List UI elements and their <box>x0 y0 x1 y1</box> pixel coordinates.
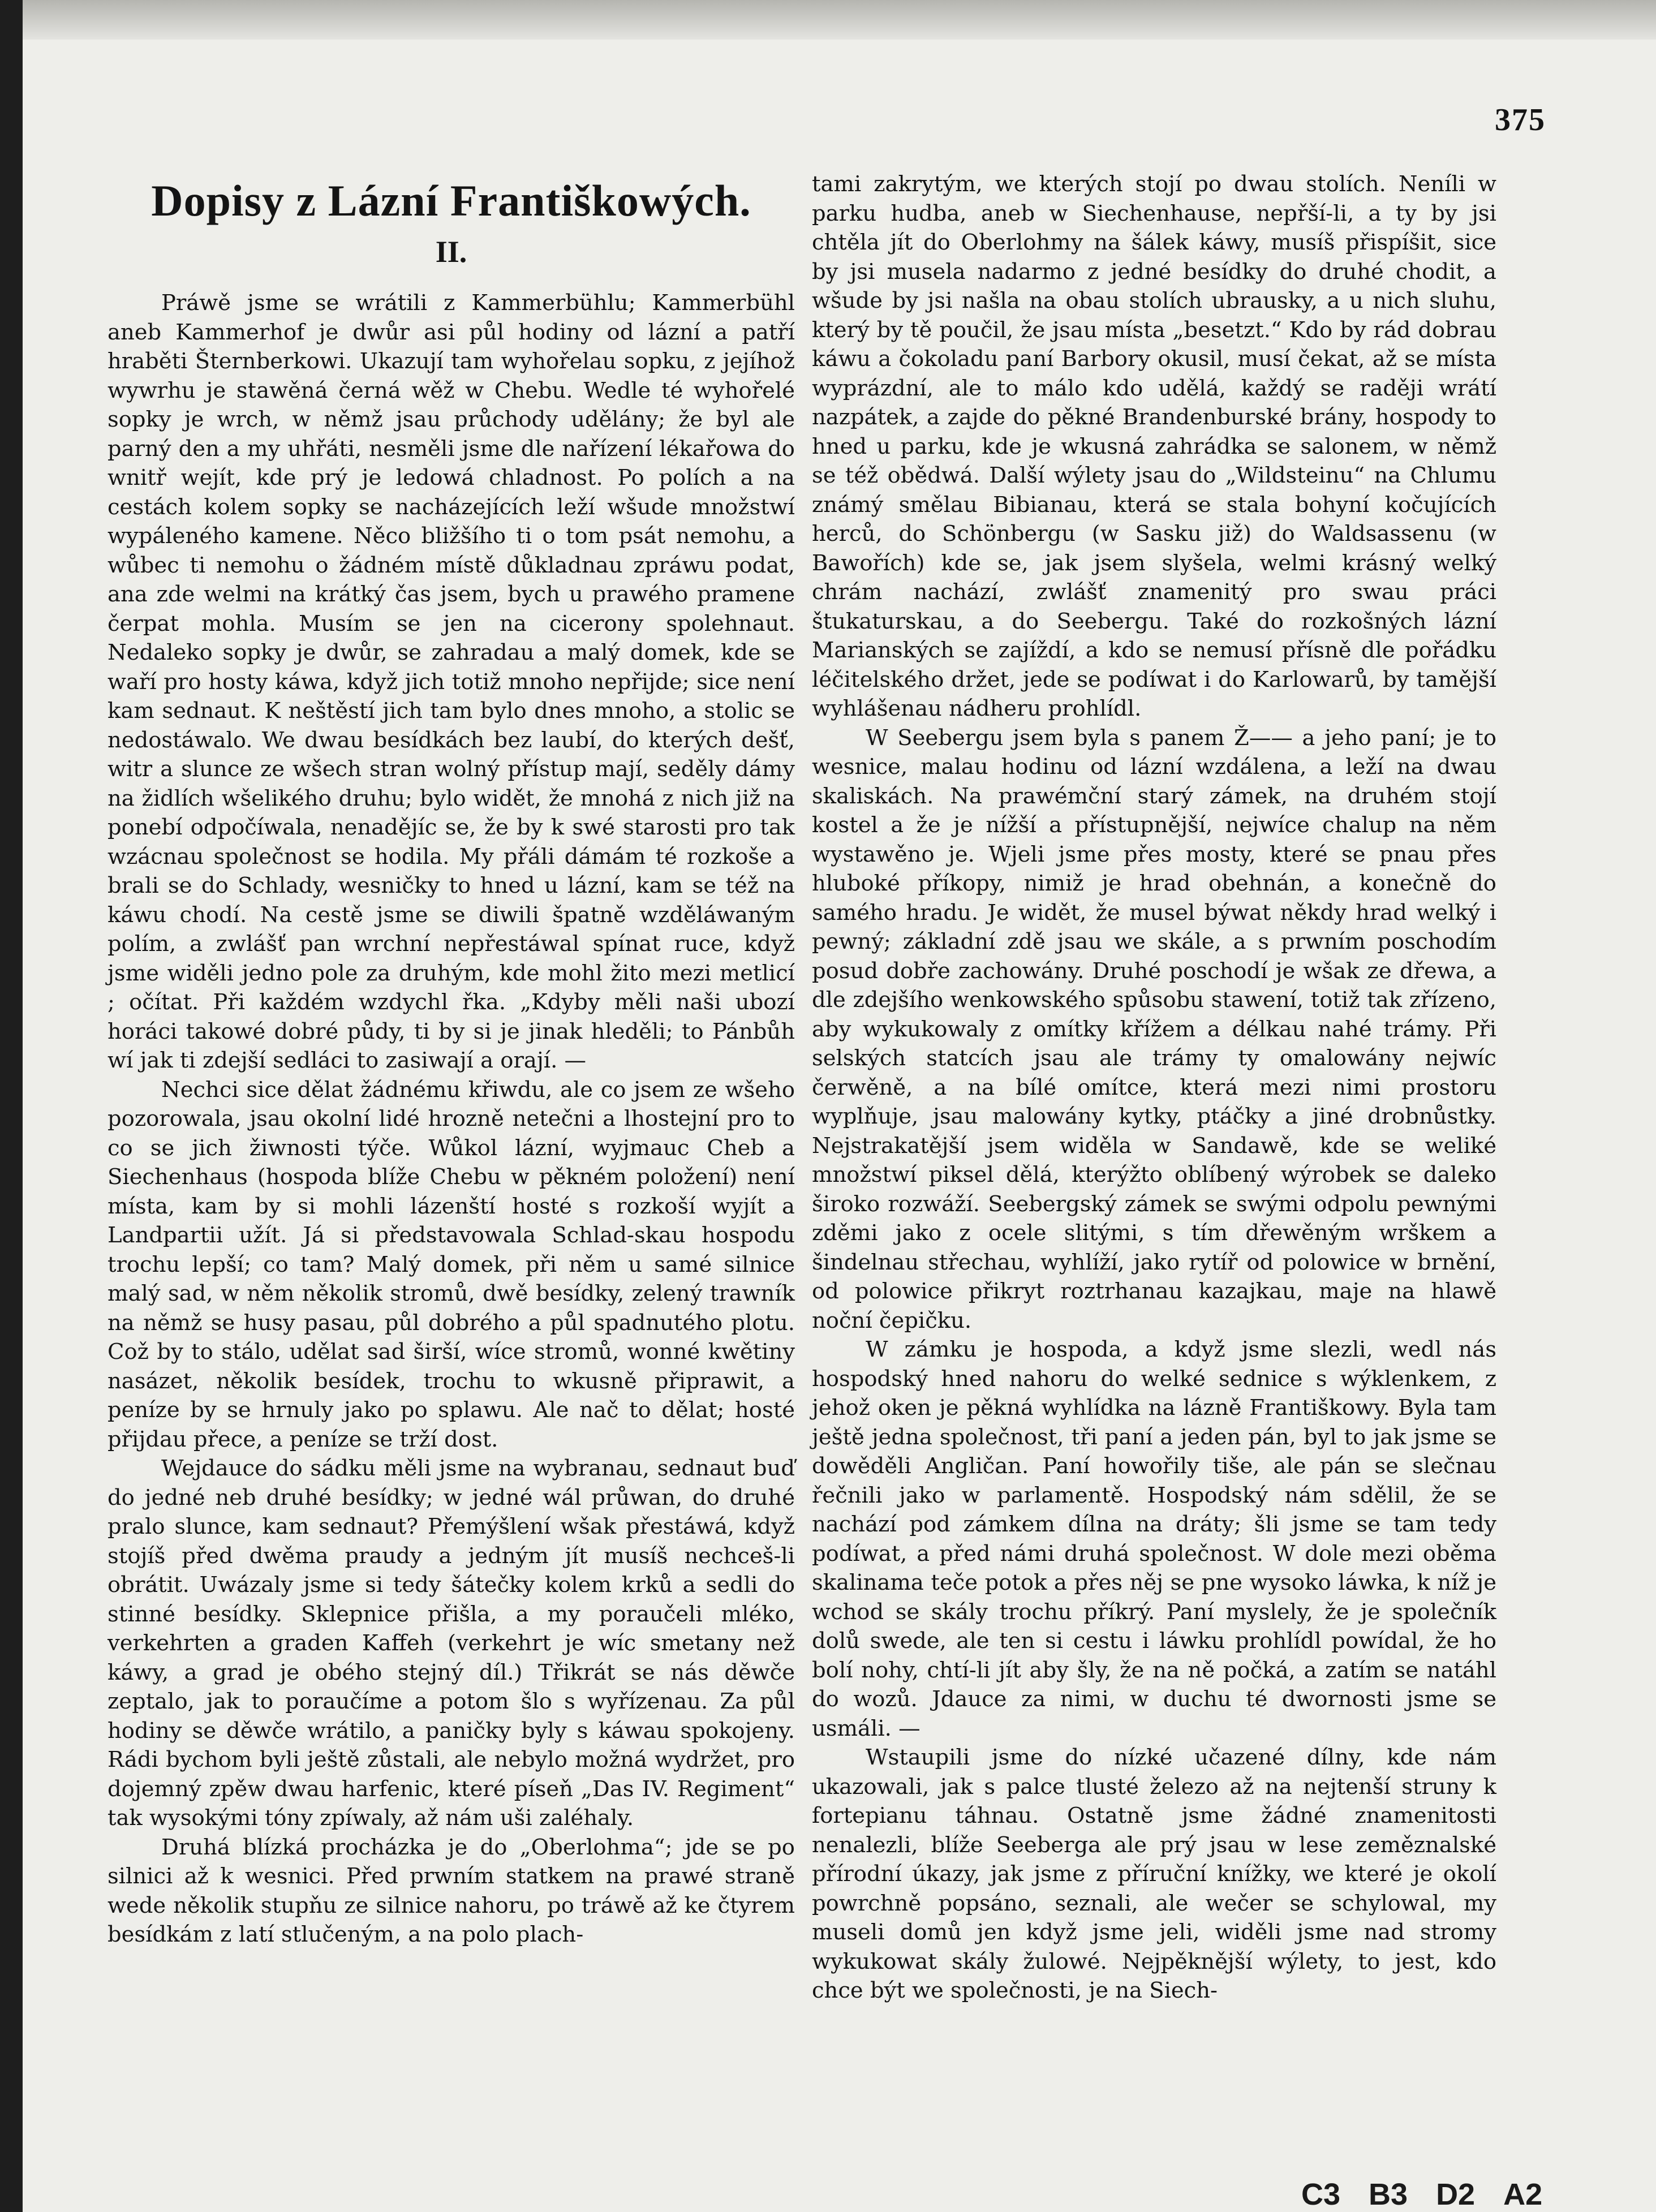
footer-mark: C3 <box>1301 2177 1341 2211</box>
scan-edge <box>0 0 23 2212</box>
book-page <box>23 0 1656 2212</box>
page-number: 375 <box>1495 102 1546 137</box>
scan-footer-marks <box>1301 2167 1656 2212</box>
paragraph: tami zakrytým, we kterých stojí po dwau stolích. Neníli w parku hudba, aneb w Siechenhause, nepřší-li, a ty by jsi chtěla jít do Oberlohmy na šálek káwy, musíš přispíšit, sice by jsi musela nadarmo z jedné besídky do druhé chodit, a wšude by jsi našla na obau stolích ubrausky, a u nich sluhu, který by tě poučil, že jsau místa „besetzt.“ Kdo by rád dobrau káwu a čokoladu paní Barbory okusil, musí čekat, až se místa wyprázdní, ale to málo kdo udělá, každý se raději wrátí nazpátek, a zajde do pěkné Brandenburské brány, hospody to hned u parku, kde je wkusná zahrádka se salonem, w němž se též obědwá. Další wýlety jsau do „Wildsteinu“ na Chlumu známý smělau Bibianau, která se stala bohyní kočujících herců, do Schönbergu (w Sasku již) do Waldsassenu (w Bawořích) kde se, jak jsem slyšela, welmi krásný welký chrám nachází, zwlášť znamenitý pro swau práci štukaturskau, a do Seebergu. Také do rozkošných lázní Marianských se zajíždí, a kdo se nemusí přísně dle pořádku léčitelského držet, jede se podíwat i do Karlowarů, by tamější wyhlášenau nádheru prohlídl. <box>812 171 1496 721</box>
paragraph: Nechci sice dělat žádnému křiwdu, ale co jsem ze wšeho pozorowala, jsau okolní lidé hrozně netečni a lhostejní pro to co se jich žiwnosti týče. Wůkol lázní, wyjmauc Cheb a Siechenhaus (hospoda blíže Chebu w pěkném položení) není místa, kam by si mohli lázenští hosté s rozkoší wyjít a Landpartii užít. Já si představowala Schlad-skau hospodu trochu lepší; co tam? Malý domek, při něm u samé silnice malý sad, w něm několik stromů, dwě besídky, zelený trawník na němž se husy pasau, půl dobrého a půl spadnutého plotu. Což by to stálo, udělat sad širší, wíce stromů, wonné kwětiny nasázet, několik besídek, trochu to wkusně připrawit, a peníze by se hrnuly jako po splawu. Ale nač to dělat; hosté přijdau přece, a peníze se trží dost. <box>107 1077 795 1452</box>
paragraph: Práwě jsme se wrátili z Kammerbühlu; Kammerbühl aneb Kammerhof je dwůr asi půl hodiny od lázní a patří hraběti Šternberkowi. Ukazují tam wyhořelau sopku, z jejíhož wywrhu je stawěná černá wěž w Chebu. Wedle té wyhořelé sopky je wrch, w němž jsau průchody udělány; že byl ale parný den a my uhřáti, nesměli jsme dle nařízení lékařowa do wnitř wejít, kde prý je ledowá chladnost. Po polích a na cestách kolem sopky se nacházejících leží wšude množstwí wypáleného kamene. Něco bližšího ti o tom psát nemohu, a wůbec ti nemohu o žádném místě důkladnau zpráwu podat, ana zde welmi na krátký čas jsem, bych u prawého pramene čerpat mohla. Musím se jen na cicerony spolehnaut. Nedaleko sopky je dwůr, se zahradau a malý domek, kde se waří pro hosty káwa, když jich totiž mnoho nepřijde; sice není kam sednaut. K neštěstí jich tam bylo dnes mnoho, a stolic se nedostáwalo. We dwau besídkách bez laubí, do kterých dešť, witr a slunce ze wšech stran wolný přístup mají, seděly dámy na židlích wšelikého druhu; bylo widět, že mnohá z nich již na ponebí odpočíwala, nenadějíc se, že by k swé starosti pro tak wzácnau společnost se hodila. My přáli dámám té rozkoše a brali se do Schlady, wesničky to hned u lázní, kam se též na káwu chodí. Na cestě jsme se diwili špatně wzděláwaným polím, a zwlášť pan wrchní nepřestáwal spínat ruce, když jsme widěli jedno pole za druhým, kde mohl žito mezi metlicí ; očítat. Při každém wzdychl řka. „Kdyby měli naši ubozí horáci takowé dobré půdy, ti by si je jinak hleděli; to Pánbůh wí jak ti zdejší sedláci to zasiwají a orají. — <box>107 290 795 1073</box>
article-part-number: II. <box>435 235 467 269</box>
footer-mark: D2 <box>1436 2177 1476 2211</box>
footer-mark: A2 <box>1503 2177 1543 2211</box>
paragraph: Druhá blízká procházka je do „Oberlohma“; jde se po silnici až k wesnici. Před prwním statkem na prawé straně wede několik stupňu ze silnice nahoru, po tráwě až ke čtyrem besídkám z latí stlučeným, a na polo plach- <box>107 1834 795 1947</box>
footer-mark: B3 <box>1369 2177 1408 2211</box>
scan-top-band <box>23 0 1656 40</box>
paragraph: Wstaupili jsme do nízké učazené dílny, kde nám ukazowali, jak s palce tlusté železo až na nejtenší struny k fortepianu táhnau. Ostatně jsme žádné znamenitosti nenalezli, blíže Seeberga ale prý jsau w lese zeměznalské přírodní úkazy, jak jsme z příruční knížky, we které je okolí powrchně popsáno, seznali, ale wečer se schylowal, my museli domů jen když jsme jeli, widěli jsme nad stromy wykukowat skály žulowé. Nejpěknější wýlety, to jest, kdo chce být we společnosti, je na Siech- <box>812 1745 1496 2003</box>
left-column <box>107 158 795 1950</box>
paragraph: W Seebergu jsem byla s panem Ž—— a jeho paní; je to wesnice, malau hodinu od lázní wzdálena, a leží na dwau skaliskách. Na prawémční starý zámek, na druhém stojí kostel a že je nížší a přístupnější, nejwíce chalup na něm wystawěno je. Wjeli jsme přes mosty, které se pnau přes hluboké příkopy, nimiž je hrad obehnán, a konečně do samého hradu. Je widět, že musel býwat někdy hrad welký i pewný; základní zdě jsau we skále, a s prwním poschodím posud dobře zachowány. Druhé poschodí je wšak ze dřewa, a dle zdejšího wenkowského spůsobu stawení, totiž tak zřízeno, aby wykukowaly z omítky křížem a délkau nahé trámy. Při selských statcích jsau ale trámy ty omalowány nejwíc čerwěně, a na bílé omítce, která mezi nimi prostoru wyplňuje, jsau malowány kytky, ptáčky a jiné drobnůstky. Nejstrakatější jsem widěla w Sandawě, kde se weliké množstwí piksel dělá, kterýžto oblíbený wýrobek se daleko široko rozwáží. Seebergský zámek se swými odpolu pewnými zděmi jako z ocele slitými, s tím dřewěným wrškem a šindelnau střechau, wyhlíží, jako rytíř od polowice w brnění, od polowice přikryt roztrhanau kazajkau, maje na hlawě noční čepičku. <box>812 725 1496 1333</box>
right-column <box>812 170 1496 2006</box>
paragraph: Wejdauce do sádku měli jsme na wybranau, sednaut buď do jedné neb druhé besídky; w jedné wál průwan, do druhé pralo slunce, kam sednaut? Přemýšlení wšak přestáwá, když stojíš před dwěma praudy a jedným jít musíš nechceš-li obrátit. Uwázaly jsme si tedy šátečky kolem krků a sedli do stinné besídky. Sklepnice přišla, a my poraučeli mléko, verkehrten a graden Kaffeh (verkehrt je wíc smetany než káwy, a grad je obého stejný díl.) Třikrát se nás děwče zeptalo, jak to poraučíme a potom šlo s wyřízenau. Za půl hodiny se děwče wrátilo, a paničky byly s káwau spokojeny. Rádi bychom byli ještě zůstali, ale nebylo možná wydržet, pro dojemný zpěw dwau harfenic, které píseň „Das IV. Regiment“ tak wysokými tóny zpíwaly, až nám uši zaléhaly. <box>107 1456 795 1831</box>
article-title: Dopisy z Lázní Františkowých. <box>151 176 751 225</box>
paragraph: W zámku je hospoda, a když jsme slezli, wedl nás hospodský hned nahoru do welké sednice s wýklenkem, z jehož oken je pěkná wyhlídka na lázně Františkowy. Byla tam ještě jedna společnost, tři paní a jeden pán, byl to jak jsme se dowěděli Angličan. Paní howořily tiše, ale pán se slečnau řečnili jako w parlamentě. Hospodský nám sdělil, že se nachází pod zámkem dílna na dráty; šli jsme se tam tedy podíwat, a před námi druhá společnost. W dole mezi oběma skalinama teče potok a přes něj se pne wysoko láwka, k níž je wchod se skály trochu příkrý. Paní myslely, že je společník dolů swede, ale ten si cestu i láwku prohlídl powídal, že ho bolí nohy, chtí-li jít aby šly, že na ně počká, a zatím se natáhl do wozů. Jdauce za nimi, w duchu té dwornosti jsme se usmáli. — <box>812 1337 1496 1741</box>
